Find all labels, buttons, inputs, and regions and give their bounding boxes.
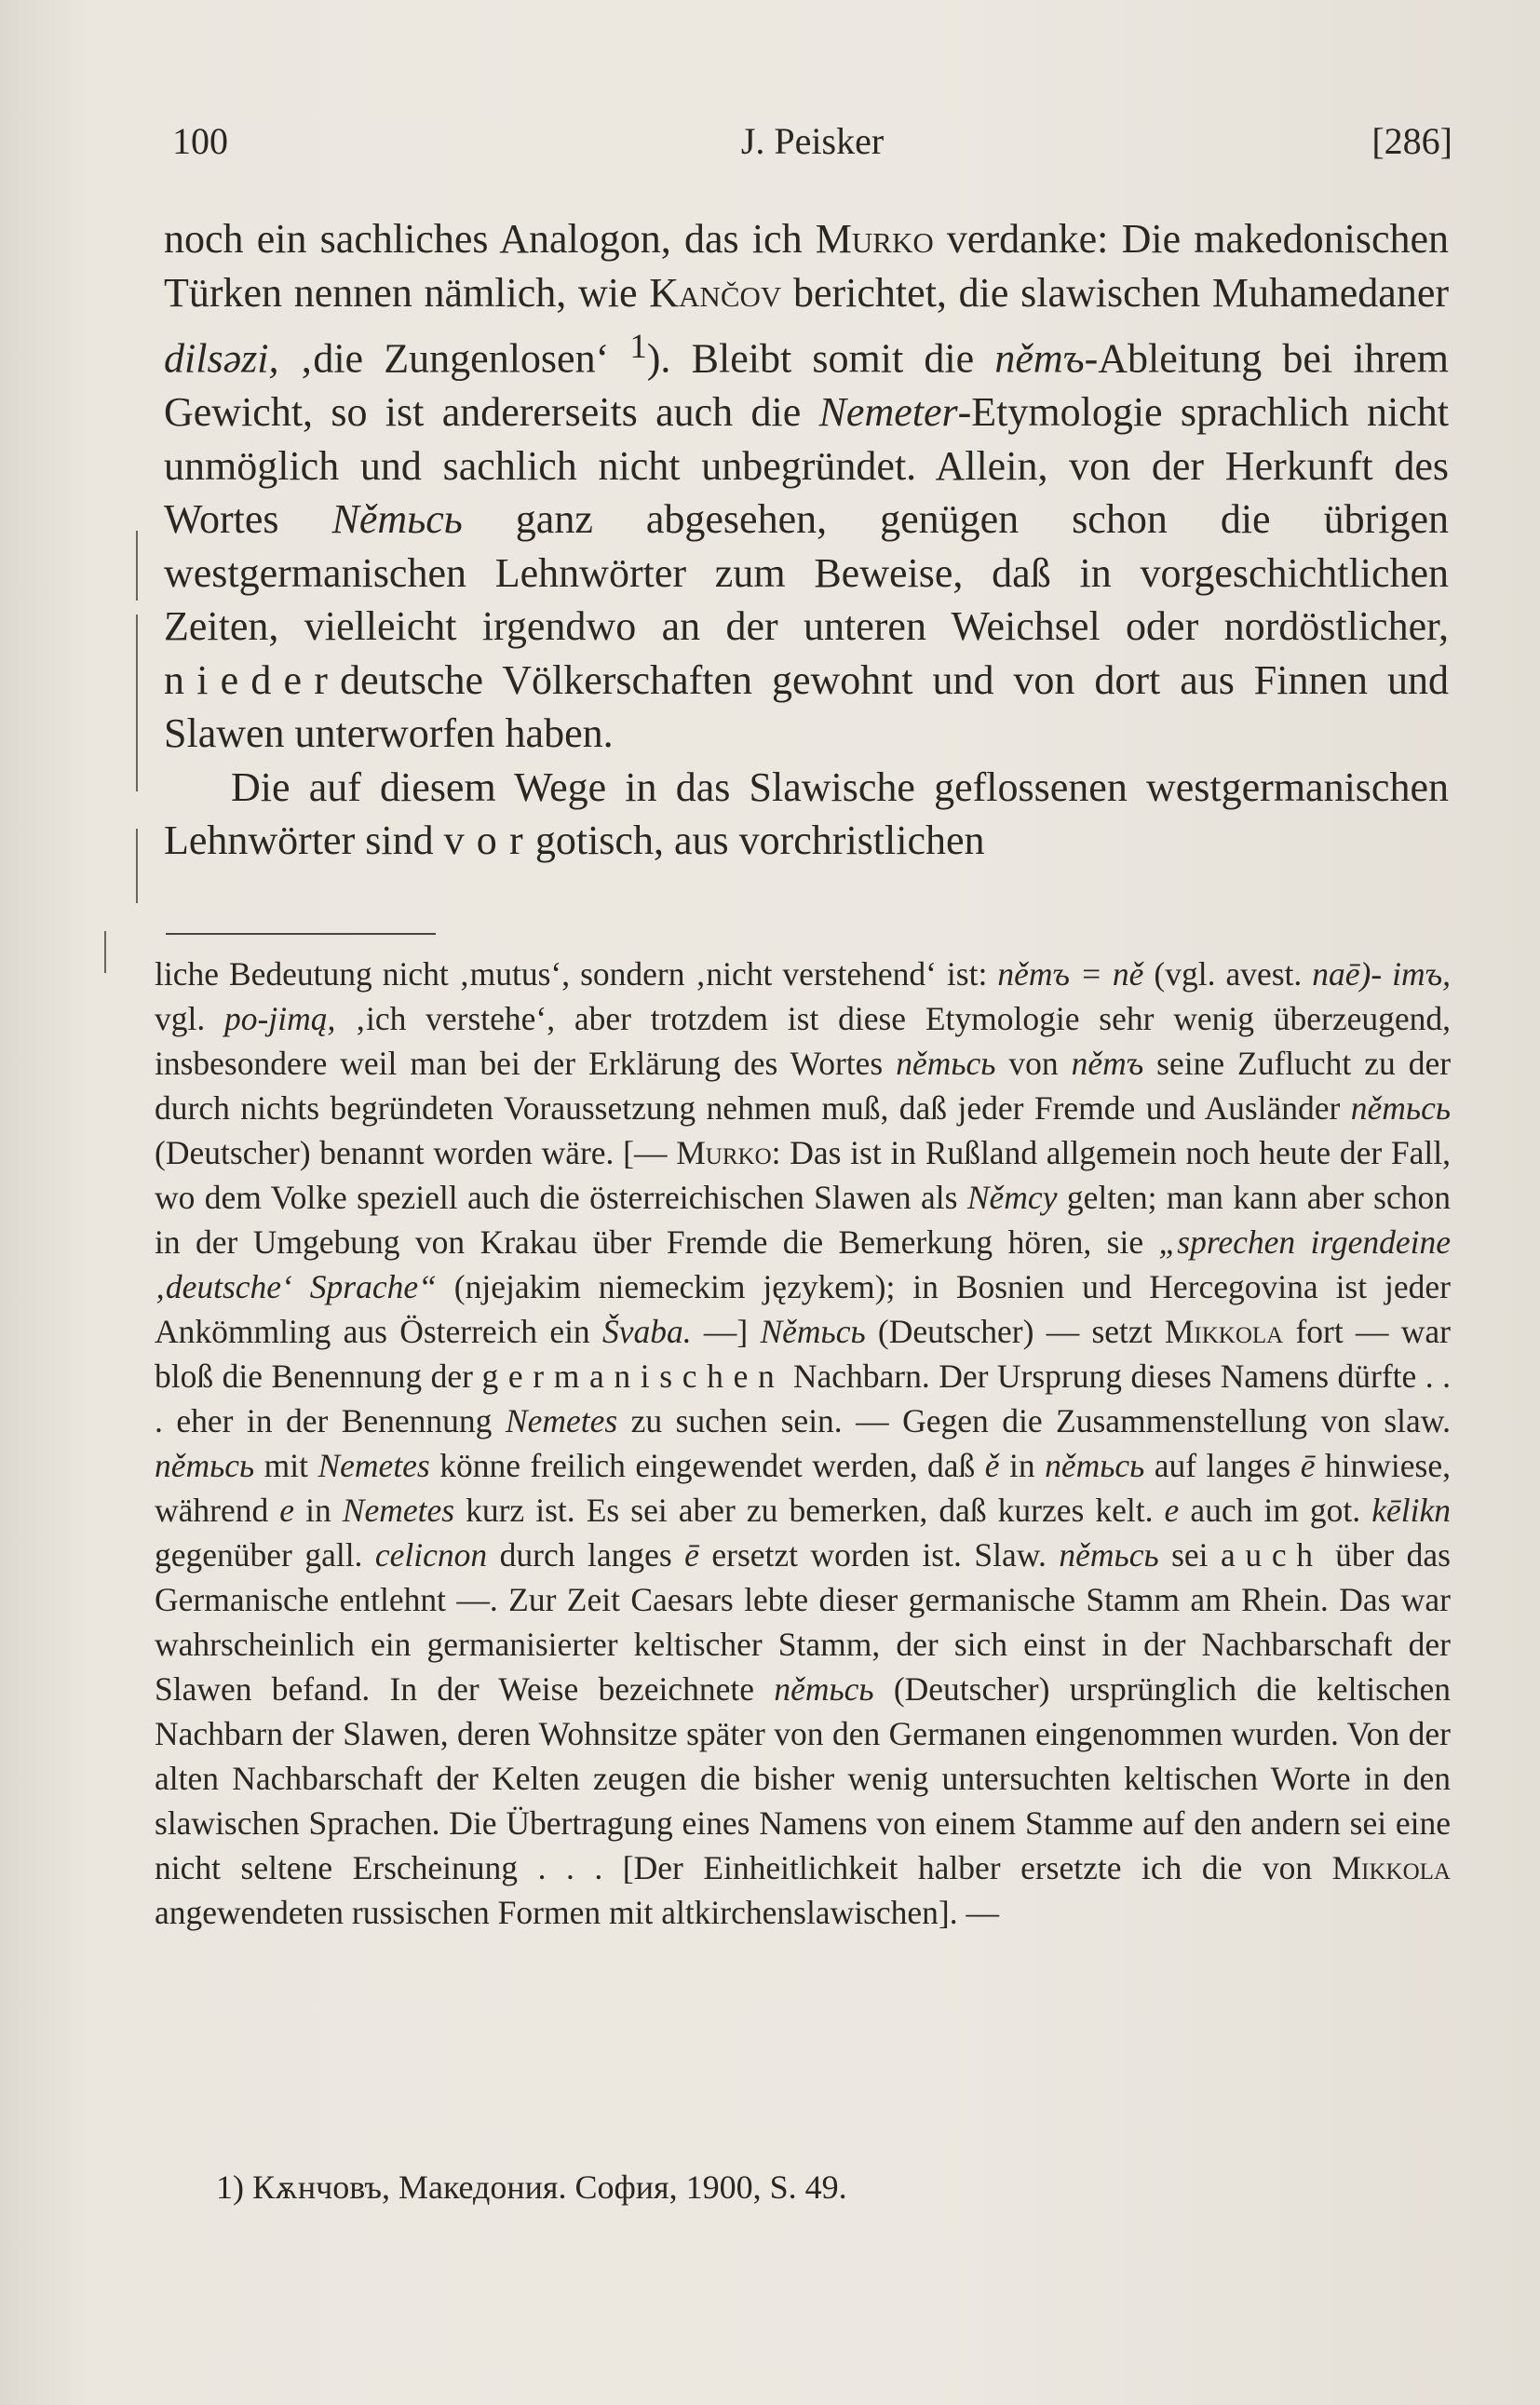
text-run: ersetzt worden ist. Slaw. <box>698 1536 1060 1574</box>
margin-pencil-mark <box>104 931 106 973</box>
author-name: Murko <box>815 216 934 262</box>
foreign-word: Nemetes <box>317 1447 430 1484</box>
foreign-word: Němьcь <box>331 496 463 543</box>
text-run: (njejakim niemeckim językem); in Bosnien und Hercegovina ist jeder Ankömmling aus Österreich ein <box>155 1268 1451 1350</box>
foreign-word: Nemetes <box>342 1492 455 1529</box>
foreign-word: němьcь <box>1350 1089 1451 1127</box>
margin-pencil-mark <box>136 829 138 903</box>
text-run: -Etymologie sprachlich nicht unmöglich und sachlich nicht unbegründet. Allein, von der Herkunft des Wortes <box>164 389 1449 543</box>
note-paragraph <box>155 952 1451 1935</box>
text-run: mit <box>254 1447 318 1484</box>
text-run: gegenüber gall. <box>155 1536 375 1574</box>
footnote-rule <box>166 933 436 935</box>
text-run: : Das ist in Rußland allgemein noch heute der Fall, wo dem Volke speziell auch die österreichischen Slawen als <box>155 1134 1452 1216</box>
foreign-word: Nemeter <box>818 389 958 436</box>
text-run: (Deutscher) — setzt <box>865 1313 1165 1350</box>
text-run: gotisch, aus vorchristlichen <box>534 817 985 864</box>
text-run: seine Zuflucht zu der durch nichts begründeten Voraussetzung nehmen muß, daß jeder Fremde und Ausländer <box>155 1045 1452 1127</box>
text-run: in <box>999 1447 1046 1484</box>
text-run: (Deutscher) ursprünglich die keltischen Nachbarn der Slawen, deren Wohnsitze später von den Germanen eingenommen wurden. Von der alten Nachbarschaft der Kelten zeugen die bisher wenig untersuchten keltischen Worte in den slawischen Sprachen. Die Übertragung eines Namens von einem Stamme auf den andern sei eine nicht seltene Erscheinung . . . [Der Einheitlichkeit halber ersetzte ich die von <box>155 1670 1451 1886</box>
text-run: verdanke: Die makedonischen Türken nennen nämlich, wie <box>164 216 1449 316</box>
text-run: über das Germanische entlehnt —. Zur Zeit Caesars lebte dieser germanische Stamm am Rhein. Das war wahrscheinlich ein germanisierter keltischer Stamm, der sich einst in der Nachbarschaft der Slawen befand. In der Weise bezeichnete <box>155 1536 1452 1708</box>
author-name: Mikkola <box>1164 1313 1284 1350</box>
foreign-word: Němьcь <box>760 1313 866 1350</box>
text-run: ‚ich verstehe‘, aber trotzdem ist diese Etymologie sehr wenig überzeugend, insbesondere weil man bei der Erklärung des Wortes <box>155 1000 1451 1082</box>
foreign-word: celicnon <box>374 1536 488 1574</box>
foreign-word: Švaba. <box>601 1313 692 1350</box>
emphasized-text: germanischen <box>481 1358 785 1395</box>
page-number: 100 <box>172 120 228 162</box>
margin-pencil-mark <box>136 615 138 791</box>
foreign-word: ē <box>684 1536 699 1574</box>
text-run: Die auf diesem Wege in das Slawische geflossenen westgermanischen Lehnwörter sind <box>164 763 1449 864</box>
foreign-word: dilsəzi, <box>164 335 279 382</box>
text-run: auf langes <box>1144 1447 1301 1484</box>
foreign-word: Němcy <box>966 1179 1058 1216</box>
author-name: Murko <box>676 1134 772 1171</box>
foreign-word: němьcь <box>1045 1447 1145 1484</box>
text-run: auch im got. <box>1179 1492 1372 1529</box>
text-run: (vgl. avest. <box>1143 955 1313 993</box>
text-run: zu suchen sein. — Gegen die Zusammenstellung von slaw. <box>617 1402 1451 1439</box>
foreign-word: němъ <box>994 335 1085 382</box>
text-run: liche Bedeutung nicht ‚mutus‘, sondern ‚nicht verstehend‘ ist: <box>155 955 998 993</box>
foreign-word: ě <box>984 1447 1000 1484</box>
foreign-word: němьcь <box>155 1447 255 1484</box>
foreign-word: Nemetes <box>505 1402 618 1439</box>
text-run: fort — war bloß die Benennung der <box>155 1313 1452 1395</box>
text-run: ‚die Zungenlosen‘ <box>278 335 630 382</box>
paragraph <box>164 761 1449 868</box>
running-author: J. Peisker <box>740 120 885 162</box>
text-run: angewendeten russischen Formen mit altkirchenslawischen]. — <box>155 1894 999 1931</box>
text-run: kurz ist. Es sei aber zu bemerken, daß kurzes kelt. <box>454 1492 1165 1529</box>
foreign-word: němъ = ně <box>997 955 1144 993</box>
foreign-word: e <box>279 1492 295 1529</box>
text-run: berichtet, die slawischen Muhamedaner <box>781 269 1449 316</box>
text-run: deutsche Völkerschaften gewohnt und von dort aus Finnen und Slawen unterworfen haben. <box>164 656 1449 757</box>
text-run: von <box>995 1045 1072 1082</box>
main-text <box>164 212 1449 868</box>
footnote-ref: 1 <box>629 327 647 365</box>
foreign-word: naē)- imъ, <box>1312 955 1451 993</box>
foreign-word: němьcь <box>774 1670 874 1708</box>
foreign-word: kēlikn <box>1371 1492 1451 1529</box>
text-run: hinwiese, während <box>155 1447 1451 1529</box>
emphasized-text: vor <box>443 817 535 864</box>
foreign-word: „sprechen irgendeine ‚deutsche‘ Sprache“ <box>155 1223 1451 1305</box>
text-run: Nachbarn. Der Ursprung dieses Namens dürfte . . . eher in der Benennung <box>155 1358 1451 1439</box>
foreign-word: po-jimą, <box>224 1000 336 1037</box>
text-run: ). Bleibt somit die <box>646 335 995 382</box>
text-run: —] <box>691 1313 761 1350</box>
footnote-1: 1) Кѫнчовъ, Македония. София, 1900, S. 49. <box>216 2169 847 2206</box>
text-run: könne freilich eingewendet werden, daß <box>429 1447 985 1484</box>
text-run: -Ableitung bei ihrem Gewicht, so ist andererseits auch die <box>164 335 1450 436</box>
text-run: ganz abgesehen, genügen schon die übrigen westgermanischen Lehnwörter zum Beweise, daß in vorgeschichtlichen Zeiten, vielleicht irgendwo an der unteren Weichsel oder nordöstlicher, <box>164 496 1449 650</box>
text-run: durch langes <box>487 1536 685 1574</box>
foreign-word: němьcь <box>896 1045 996 1082</box>
margin-pencil-mark <box>136 531 138 601</box>
foreign-word: e <box>1164 1492 1180 1529</box>
original-page-ref: [286] <box>1371 120 1452 162</box>
author-name: Mikkola <box>1331 1849 1451 1886</box>
footnote-continuation <box>155 952 1451 1935</box>
text-run: in <box>294 1492 343 1529</box>
emphasized-text: nieder <box>164 656 341 703</box>
foreign-word: ē <box>1300 1447 1316 1484</box>
author-name: Kančov <box>649 269 782 316</box>
paragraph <box>164 212 1449 761</box>
text-run: sei <box>1158 1536 1222 1574</box>
text-run: vgl. <box>155 1000 225 1037</box>
running-header <box>172 119 1452 175</box>
text-run: (Deutscher) benannt worden wäre. [— <box>155 1134 677 1171</box>
foreign-word: němьcь <box>1059 1536 1159 1574</box>
foreign-word: němъ <box>1071 1045 1144 1082</box>
text-run: noch ein sachliches Analogon, das ich <box>164 216 816 262</box>
text-run: gelten; man kann aber schon in der Umgebung von Krakau über Fremde die Bemerkung hören, sie <box>155 1179 1451 1261</box>
emphasized-text: auch <box>1221 1536 1323 1574</box>
